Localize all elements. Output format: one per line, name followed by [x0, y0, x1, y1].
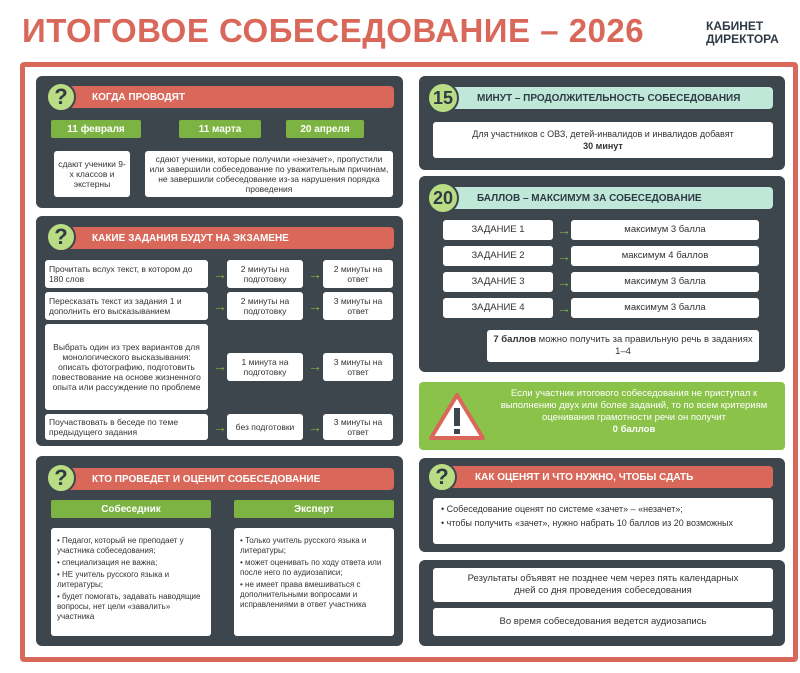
points-panel: [419, 176, 785, 372]
task-description: Выбрать один из трех вариантов для монологического высказывания: описать фотографию, подготовить повествование на основе жизненного опыта или рассуждение по проблеме: [45, 324, 208, 410]
warning-panel: [419, 382, 785, 450]
tasks-panel: [36, 216, 403, 446]
task-prep-time: 1 минута на подготовку: [227, 353, 303, 381]
list-item: • будет помогать, задавать наводящие вопросы, нет цели «завалить» участника: [57, 592, 201, 621]
minutes-note-text: Для участников с ОВЗ, детей-инвалидов и инвалидов добавят: [472, 129, 734, 139]
task-description: Поучаствовать в беседе по теме предыдущего задания: [45, 414, 208, 440]
speech-points-text: можно получить за правильную речь в заданиях 1–4: [536, 334, 753, 357]
warning-body: Если участник итогового собеседования не приступал к выполнению двух или более заданий, то по всем критериям оценивания грамотности речи он получит: [500, 388, 768, 423]
info-panel: [419, 560, 785, 646]
speech-points-bold: 7 баллов: [493, 334, 537, 345]
points-task: ЗАДАНИЕ 3: [443, 272, 553, 292]
task-prep-time: без подготовки: [227, 414, 303, 440]
arrow-icon: →: [213, 358, 227, 374]
points-task: ЗАДАНИЕ 1: [443, 220, 553, 240]
when-panel: [36, 76, 403, 208]
page-title: ИТОГОВОЕ СОБЕСЕДОВАНИЕ – 2026: [22, 12, 645, 49]
date-tag-3: 20 апреля: [286, 120, 364, 138]
warning-text: [491, 388, 777, 436]
question-icon: ?: [427, 462, 457, 492]
grading-heading: КАК ОЦЕНЯТ И ЧТО НУЖНО, ЧТОБЫ СДАТЬ: [433, 466, 773, 488]
task-prep-time: 2 минуты на подготовку: [227, 292, 303, 320]
arrow-icon: →: [308, 298, 322, 314]
who-heading: КТО ПРОВЕДЕТ И ОЦЕНИТ СОБЕСЕДОВАНИЕ: [50, 468, 394, 490]
task-answer-time: 2 минуты на ответ: [323, 260, 393, 288]
who-panel: [36, 456, 403, 646]
warning-icon: [429, 392, 485, 440]
grading-line-2: • чтобы получить «зачет», нужно набрать 10 баллов из 20 возможных: [441, 518, 734, 528]
date-tag-2: 11 марта: [179, 120, 261, 138]
brand-line-2: ДИРЕКТОРА: [706, 32, 779, 46]
arrow-icon: →: [557, 248, 571, 264]
arrow-icon: →: [308, 419, 322, 435]
brand-logo: [706, 20, 779, 46]
arrow-icon: →: [213, 298, 227, 314]
task-answer-time: 3 минуты на ответ: [323, 292, 393, 320]
list-item: • специализация не важна;: [57, 558, 158, 567]
task-prep-time: 2 минуты на подготовку: [227, 260, 303, 288]
warning-bold: 0 баллов: [612, 424, 656, 435]
arrow-icon: →: [308, 358, 322, 374]
minutes-note: [433, 122, 773, 158]
minutes-number: 15: [427, 82, 459, 114]
arrow-icon: →: [213, 266, 227, 282]
minutes-panel: [419, 76, 785, 170]
arrow-icon: →: [557, 274, 571, 290]
task-answer-time: 3 минуты на ответ: [323, 353, 393, 381]
date-note-1: сдают ученики 9-х классов и экстерны: [54, 151, 130, 197]
arrow-icon: →: [213, 419, 227, 435]
points-task: ЗАДАНИЕ 4: [443, 298, 553, 318]
interlocutor-title: Собеседник: [51, 500, 211, 518]
list-item: • может оценивать по ходу ответа или после него по аудиозаписи;: [240, 558, 382, 577]
grading-list: [433, 498, 773, 544]
list-item: • Только учитель русского языка и литературы;: [240, 536, 367, 555]
arrow-icon: →: [308, 266, 322, 282]
date-tag-1: 11 февраля: [51, 120, 141, 138]
points-max: максимум 3 балла: [571, 272, 759, 292]
header: [0, 0, 800, 62]
points-max: максимум 3 балла: [571, 298, 759, 318]
results-note: Результаты объявят не позднее чем через пять календарных дней со дня проведения собеседования: [433, 568, 773, 602]
interlocutor-list: [51, 528, 211, 636]
minutes-note-bold: 30 минут: [583, 141, 623, 151]
list-item: • не имеет права вмешиваться с дополнительными вопросами и исправлениями в ответ участника: [240, 580, 367, 609]
when-heading: КОГДА ПРОВОДЯТ: [50, 86, 394, 108]
points-max: максимум 3 балла: [571, 220, 759, 240]
date-note-2: сдают ученики, которые получили «незачет», пропустили или завершили собеседование по уважительным причинам, не завершили собеседование из-за нарушения порядка проведения: [145, 151, 393, 197]
grading-line-1: • Собеседование оценят по системе «зачет» – «незачет»;: [441, 504, 683, 514]
points-number: 20: [427, 182, 459, 214]
points-task: ЗАДАНИЕ 2: [443, 246, 553, 266]
task-description: Прочитать вслух текст, в котором до 180 слов: [45, 260, 208, 288]
question-icon: ?: [46, 82, 76, 112]
speech-points-note: [487, 330, 759, 362]
list-item: • НЕ учитель русского языка и литературы;: [57, 570, 170, 589]
arrow-icon: →: [557, 300, 571, 316]
brand-line-1: КАБИНЕТ: [706, 19, 764, 33]
task-description: Пересказать текст из задания 1 и дополнить его высказыванием: [45, 292, 208, 320]
arrow-icon: →: [557, 222, 571, 238]
audio-note: Во время собеседования ведется аудиозапись: [433, 608, 773, 636]
points-heading: БАЛЛОВ – МАКСИМУМ ЗА СОБЕСЕДОВАНИЕ: [433, 187, 773, 209]
list-item: • Педагог, который не преподает у участника собеседования;: [57, 536, 184, 555]
expert-list: [234, 528, 394, 636]
question-icon: ?: [46, 222, 76, 252]
question-icon: ?: [46, 463, 76, 493]
tasks-heading: КАКИЕ ЗАДАНИЯ БУДУТ НА ЭКЗАМЕНЕ: [50, 227, 394, 249]
expert-title: Эксперт: [234, 500, 394, 518]
minutes-heading: МИНУТ – ПРОДОЛЖИТЕЛЬНОСТЬ СОБЕСЕДОВАНИЯ: [433, 87, 773, 109]
task-answer-time: 3 минуты на ответ: [323, 414, 393, 440]
grading-panel: [419, 458, 785, 552]
points-max: максимум 4 баллов: [571, 246, 759, 266]
